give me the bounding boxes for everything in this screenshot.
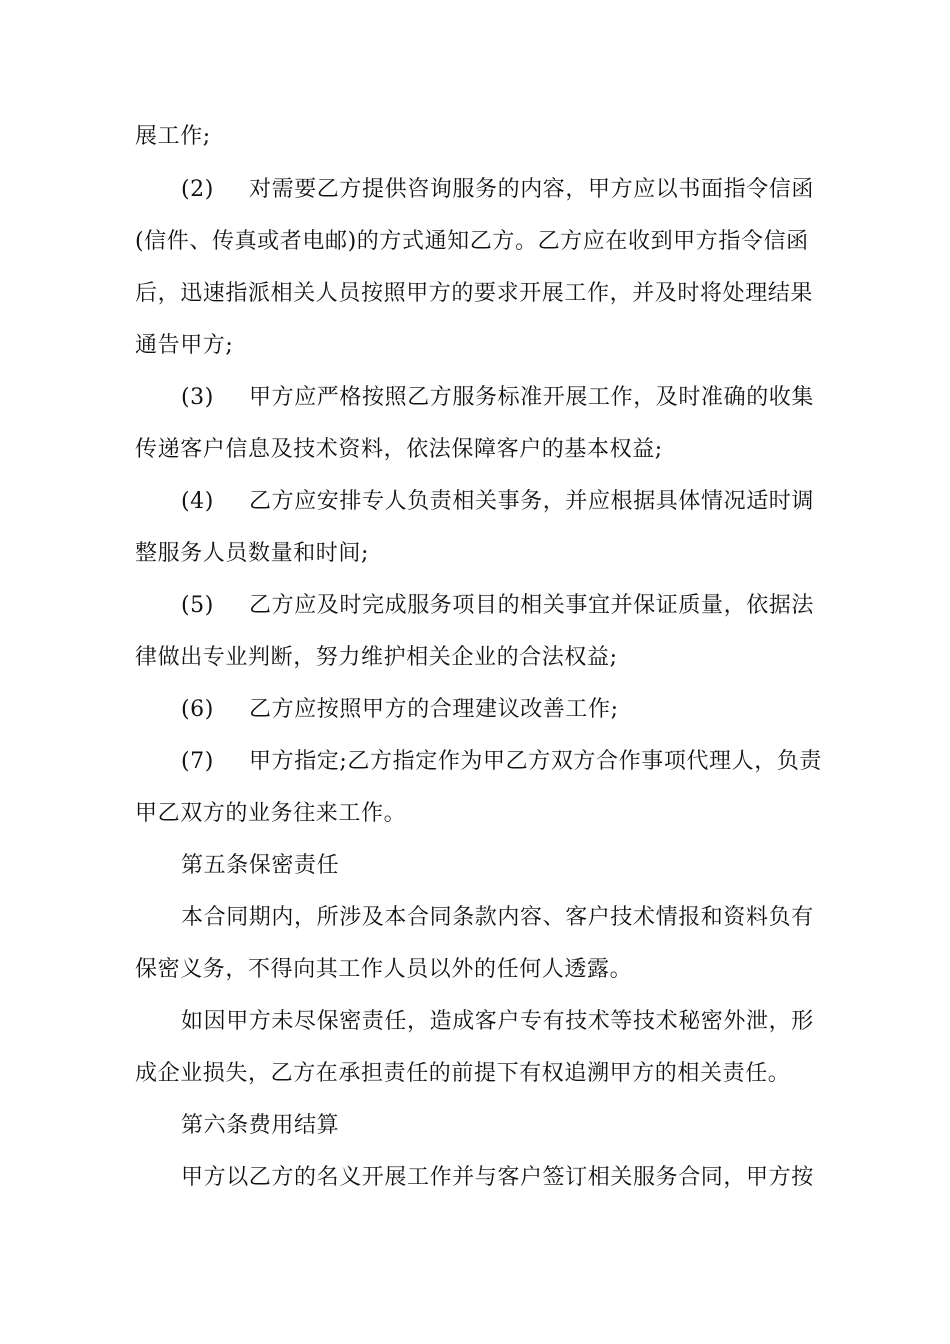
section-heading-6: 第六条费用结算 [181, 1113, 340, 1138]
paragraph-line: 如因甲方未尽保密责任，造成客户专有技术等技术秘密外泄，形 [181, 1009, 814, 1034]
clause-number: (5) [181, 593, 214, 618]
clause-5-line [181, 593, 814, 619]
clause-text: 甲方应严格按照乙方服务标准开展工作，及时准确的收集 [249, 385, 815, 410]
paragraph-line: 成企业损失，乙方在承担责任的前提下有权追溯甲方的相关责任。 [135, 1061, 791, 1086]
clause-6-line [181, 697, 619, 723]
paragraph-line: 保密义务，不得向其工作人员以外的任何人透露。 [135, 957, 633, 982]
paragraph-line: 甲乙双方的业务往来工作。 [135, 801, 407, 826]
clause-text: 对需要乙方提供咨询服务的内容，甲方应以书面指令信函 [249, 177, 815, 202]
paragraph-line: 传递客户信息及技术资料，依法保障客户的基本权益; [135, 437, 663, 462]
clause-number: (6) [181, 697, 214, 722]
clause-text: 乙方应按照甲方的合理建议改善工作; [249, 697, 619, 722]
paragraph-line: 展工作; [135, 124, 211, 149]
section-heading-5: 第五条保密责任 [181, 853, 340, 878]
clause-7-line [181, 749, 822, 775]
paragraph-line: 后，迅速指派相关人员按照甲方的要求开展工作，并及时将处理结果 [135, 281, 814, 306]
clause-number: (7) [181, 749, 214, 774]
clause-2-line [181, 177, 814, 203]
clause-text: 甲方指定;乙方指定作为甲乙方双方合作事项代理人，负责 [249, 749, 823, 774]
paragraph-line: 甲方以乙方的名义开展工作并与客户签订相关服务合同，甲方按 [181, 1165, 814, 1190]
clause-text: 乙方应安排专人负责相关事务，并应根据具体情况适时调 [249, 489, 815, 514]
paragraph-line: 本合同期内，所涉及本合同条款内容、客户技术情报和资料负有 [181, 905, 814, 930]
paragraph-line: (信件、传真或者电邮)的方式通知乙方。乙方应在收到甲方指令信函 [135, 229, 809, 254]
clause-3-line [181, 385, 814, 411]
clause-number: (2) [181, 177, 214, 202]
clause-text: 乙方应及时完成服务项目的相关事宜并保证质量，依据法 [249, 593, 815, 618]
clause-number: (4) [181, 489, 214, 514]
clause-4-line [181, 489, 814, 515]
paragraph-line: 通告甲方; [135, 333, 234, 358]
paragraph-line: 整服务人员数量和时间; [135, 541, 370, 566]
paragraph-line: 律做出专业判断，努力维护相关企业的合法权益; [135, 645, 618, 670]
clause-number: (3) [181, 385, 214, 410]
